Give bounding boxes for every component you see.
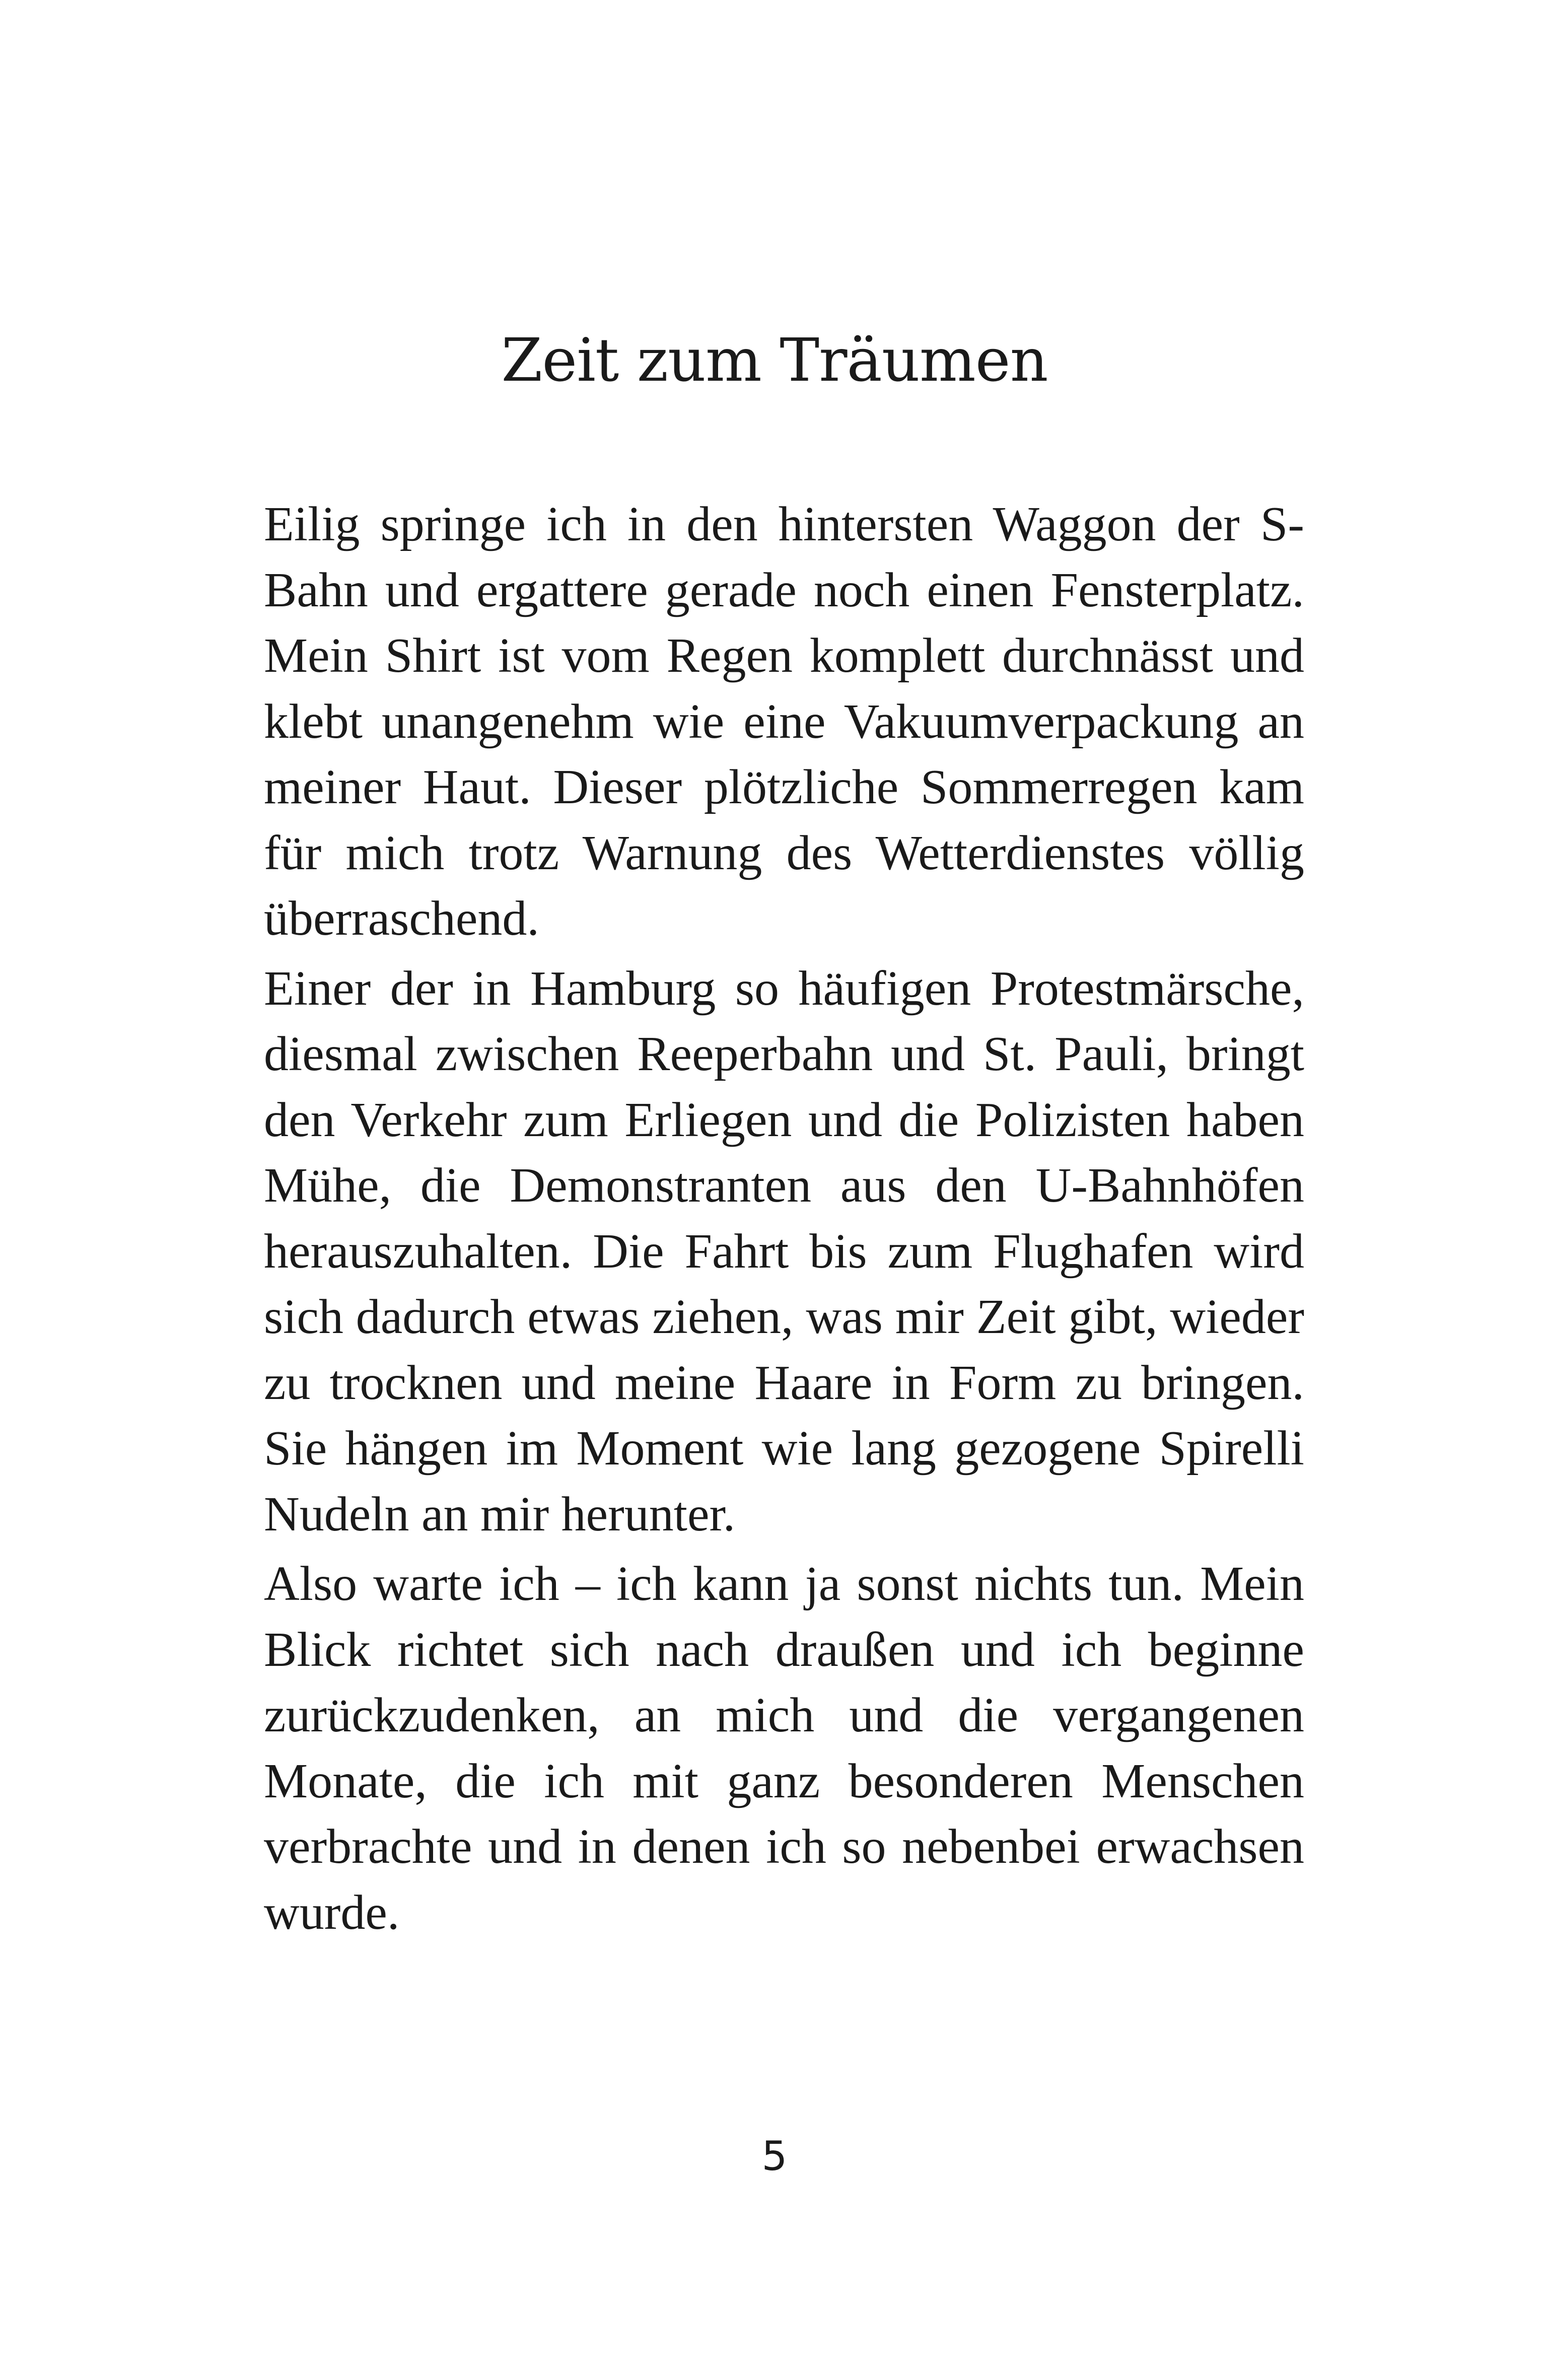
chapter-title: Zeit zum Träumen: [501, 325, 1048, 395]
chapter-body: [262, 492, 1304, 1949]
paragraph-2: Einer der in Hamburg so häufigen Protestmärsche, diesmal zwischen Reeperbahn und St. Pauli, bringt den Verkehr zum Erliegen und die Polizisten haben Mühe, die Demonstranten aus den U-Bahnhöfen herauszuhalten. Die Fahrt bis zum Flughafen wird sich dadurch etwas ziehen, was mir Zeit gibt, wieder zu trocknen und meine Haare in Form zu bringen. Sie hängen im Moment wie lang gezogene Spirelli Nudeln an mir herunter.: [264, 961, 1304, 1542]
page-number: 5: [761, 2133, 788, 2180]
paragraph-3: Also warte ich – ich kann ja sonst nichts tun. Mein Blick richtet sich nach draußen und ich beginne zurückzudenken, an mich und die vergangenen Monate, die ich mit ganz besonderen Menschen verbrachte und in denen ich so nebenbei erwachsen wurde.: [264, 1557, 1304, 1940]
paragraph-1: Eilig springe ich in den hintersten Waggon der S-Bahn und ergattere gerade noch einen Fensterplatz. Mein Shirt ist vom Regen komplett durchnässt und klebt unangenehm wie eine Vakuumverpackung an meiner Haut. Dieser plötzliche Sommerregen kam für mich trotz Warnung des Wetterdienstes völlig überraschend.: [264, 497, 1304, 946]
